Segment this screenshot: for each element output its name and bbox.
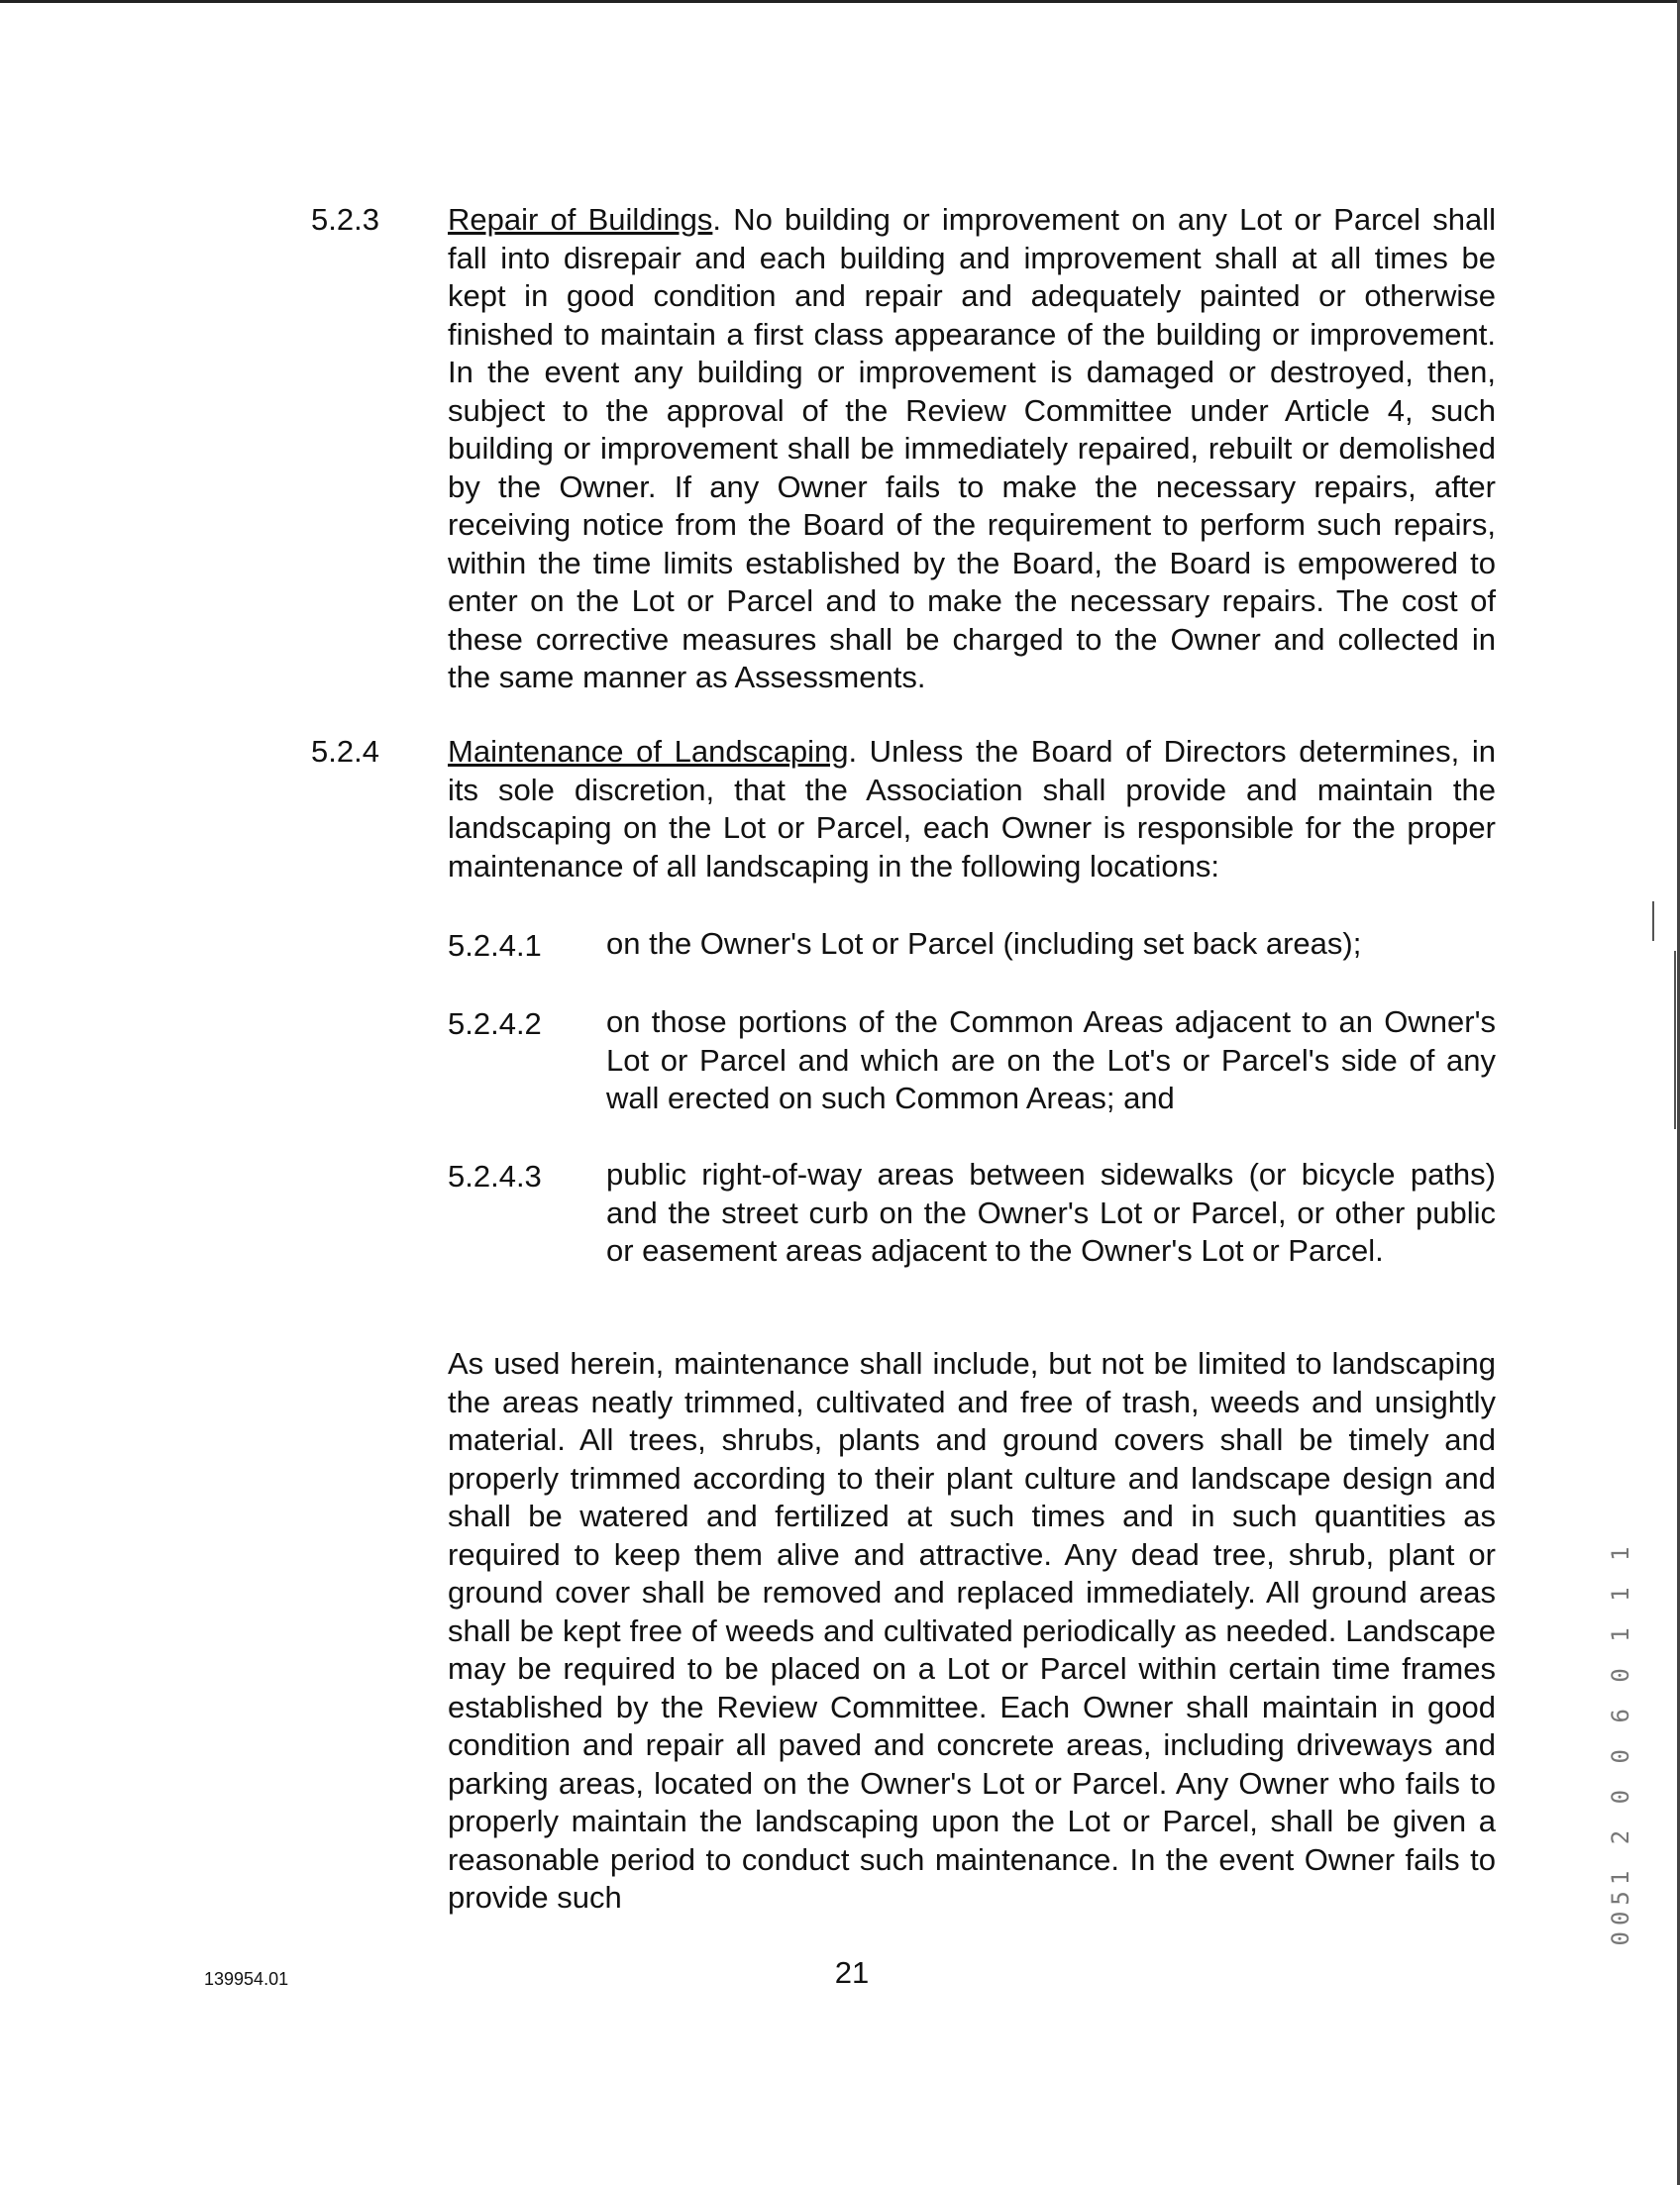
section-number: 5.2.3 <box>311 202 379 237</box>
section-body <box>448 733 1496 885</box>
subsection-text: on those portions of the Common Areas adjacent to an Owner's Lot or Parcel and which are on the Lot's or Parcel's side of any wall erected on such Common Areas; and <box>606 1004 1496 1115</box>
page-number: 21 <box>834 1955 870 1990</box>
section-heading: Maintenance of Landscaping <box>448 734 849 769</box>
page-top-edge <box>0 0 1680 3</box>
recording-stamp <box>1601 1540 1640 1946</box>
maintenance-paragraph: As used herein, maintenance shall include, but not be limited to landscaping the areas neatly trimmed, cultivated and free of trash, weeds and unsightly material. All trees, shrubs, plants and ground covers shall be timely and properly trimmed according to their plant culture and landscape design and shall be watered and fertilized at such times and in such quantities as required to keep them alive and attractive. Any dead tree, shrub, plant or ground cover shall be removed and replaced immediately. All ground areas shall be kept free of weeds and cultivated periodically as needed. Landscape may be required to be placed on a Lot or Parcel within certain time frames established by the Review Committee. Each Owner shall maintain in good condition and repair all paved and concrete areas, including driveways and parking areas, located on the Owner's Lot or Parcel. Any Owner who fails to properly maintain the landscaping upon the Lot or Parcel, shall be given a reasonable period to conduct such maintenance. In the event Owner fails to provide such <box>448 1346 1496 1915</box>
section-body <box>448 201 1496 697</box>
recording-stamp-text: 0051 2 0 0 6 0 1 1 1 <box>1607 1540 1634 1946</box>
subsection-number: 5.2.4.1 <box>448 928 542 963</box>
section-text: . Unless the Board of Directors determines, in its sole discretion, that the Association shall provide and maintain the landscaping on the Lot or Parcel, each Owner is responsible for the proper maintenance of all landscaping in the following locations: <box>448 734 1496 884</box>
subsection-text: on the Owner's Lot or Parcel (including set back areas); <box>606 926 1362 961</box>
subsection-text: public right-of-way areas between sidewalks (or bicycle paths) and the street curb on the Owner's Lot or Parcel, or other public or easement areas adjacent to the Owner's Lot or Parcel. <box>606 1157 1496 1268</box>
margin-mark <box>1674 951 1676 1129</box>
subsection-number: 5.2.4.3 <box>448 1159 542 1194</box>
section-heading: Repair of Buildings <box>448 202 713 237</box>
margin-mark <box>1652 901 1654 941</box>
subsection-number: 5.2.4.2 <box>448 1006 542 1041</box>
section-text: . No building or improvement on any Lot or Parcel shall fall into disrepair and each building and improvement shall at all times be kept in good condition and repair and adequately painted or otherwise finished to maintain a first class appearance of the building or improvement. In the event any building or improvement is damaged or destroyed, then, subject to the approval of the Review Committee under Article 4, such building or improvement shall be immediately repaired, rebuilt or demolished by the Owner. If any Owner fails to make the necessary repairs, after receiving notice from the Board of the requirement to perform such repairs, within the time limits established by the Board, the Board is empowered to enter on the Lot or Parcel and to make the necessary repairs. The cost of these corrective measures shall be charged to the Owner and collected in the same manner as Assessments. <box>448 202 1497 694</box>
section-number: 5.2.4 <box>311 734 379 769</box>
document-id: 139954.01 <box>204 1969 289 1989</box>
